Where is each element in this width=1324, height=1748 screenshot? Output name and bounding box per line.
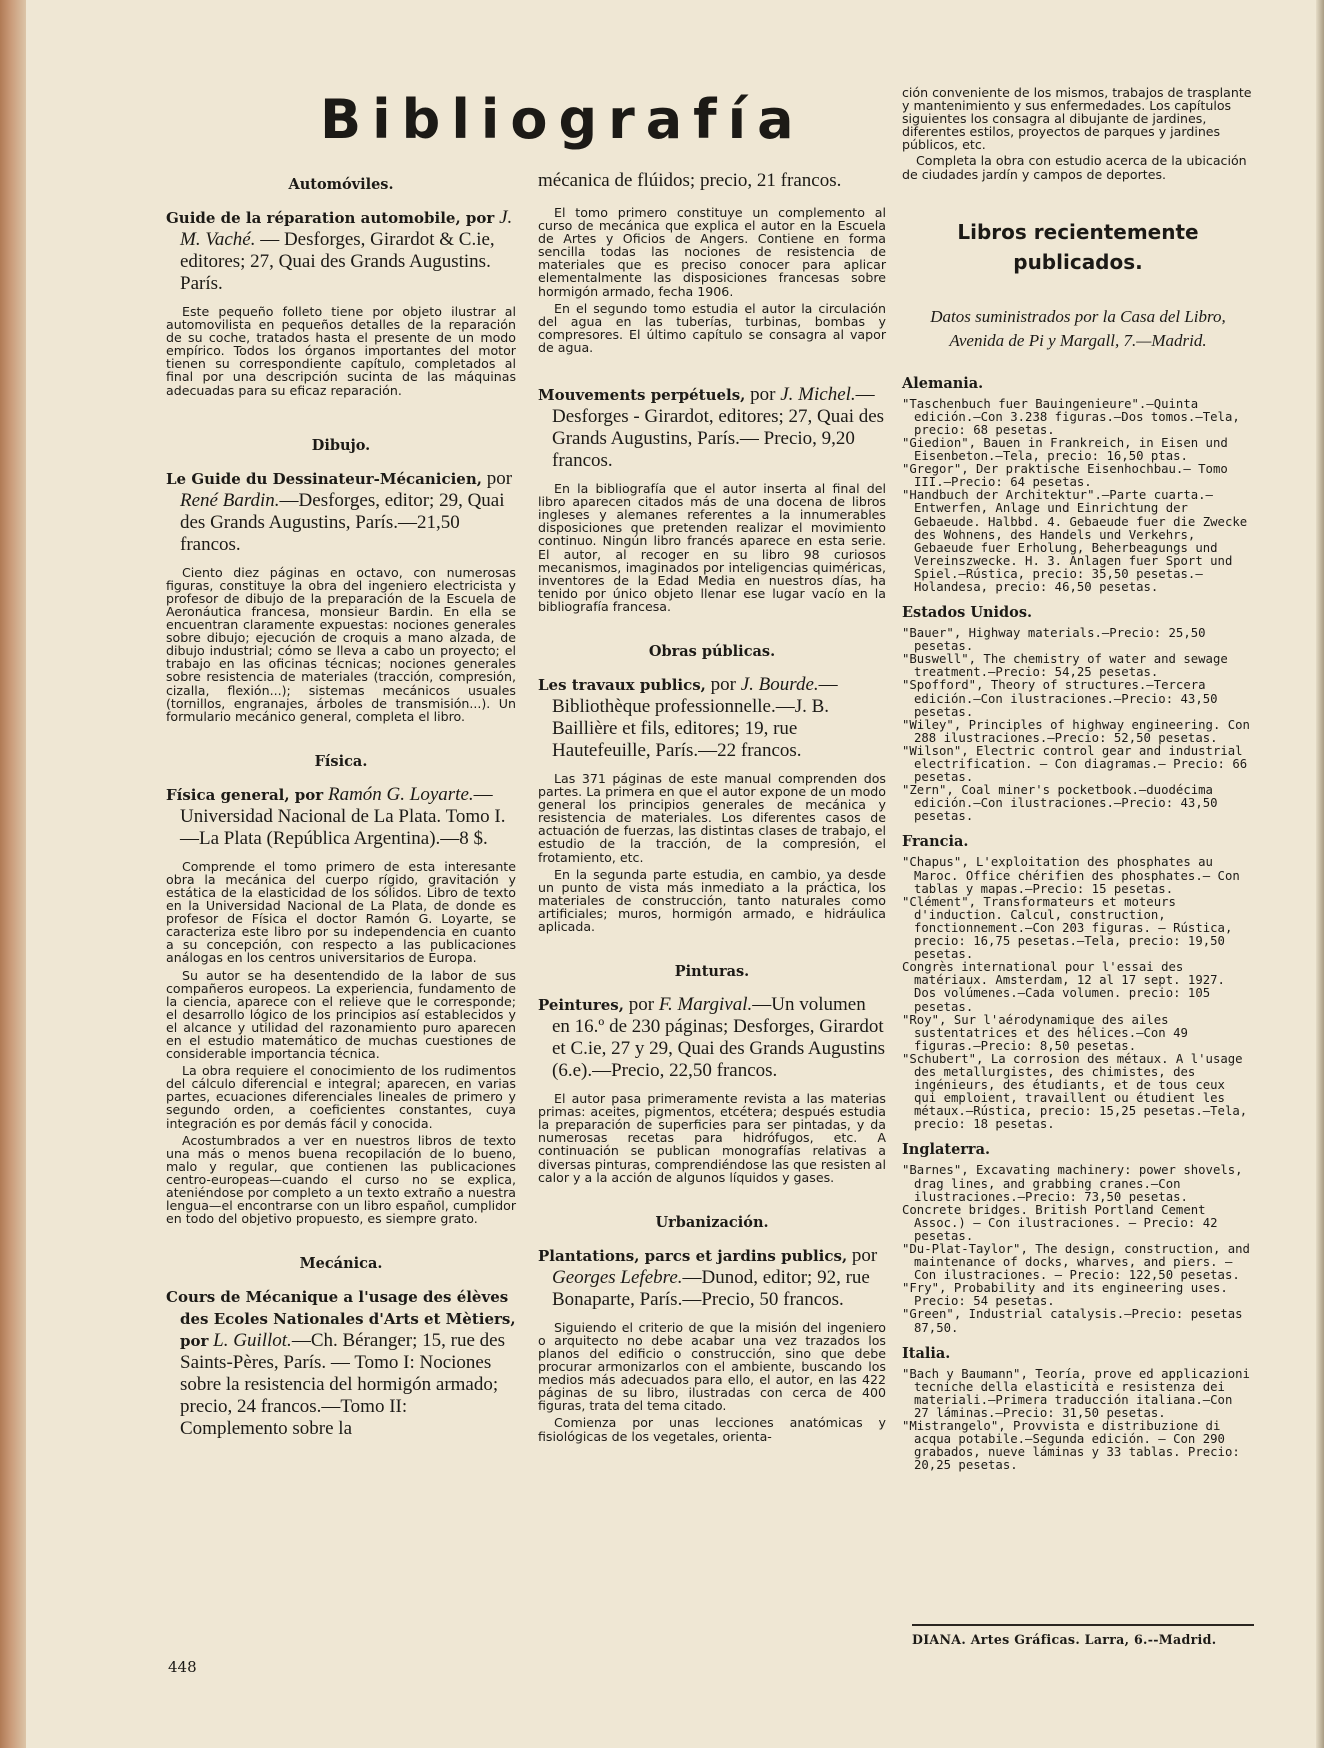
entry-review: Siguiendo el criterio de que la misión del ingeniero o arquitecto no debe acabar una vez trazados los planos del edificio o construcción, sino que debe procurar armonizarlos con el ambiente, buscando los medios más adecuados para ello, el autor, en las 422 páginas de su libro, ilustradas con cerca de 400 figuras, trata del tema citado. (538, 1319, 886, 1414)
entry-review: La obra requiere el conocimiento de los rudimentos del cálculo diferencial e integral; aparecen, en varias partes, ecuaciones diferenciales lineales de primero y segundo orden, a coeficientes constantes, cuya integración es por demás fácil y conocida. (166, 1063, 516, 1131)
entry-review: En la bibliografía que el autor inserta al final del libro aparecen citados más de una docena de libros ingleses y alemanes referentes a la innumerables disposiciones que pretenden realizar el movimiento continuo. Ningún libro francés aparece en esta serie. El autor, al recoger en su libro 98 curiosos mecanismos, imaginados por inteligencias quiméricas, inventores de la Edad Media en nuestros días, ha tenido por único objeto llenar ese lugar vacío en la bibliografía francesa. (538, 481, 886, 614)
book-listing: Concrete bridges. British Portland Cement Assoc.) — Con ilustraciones. — Precio: 42 pesetas. (902, 1202, 1218, 1243)
entry-review: El tomo primero constituye un complemento al curso de mecánica que explica el autor en la Escuela de Artes y Oficios de Angers. Contiene en forma sencilla todas las nociones de resistencia de materiales que es preciso conocer para aplicar elementalmente las disposiciones francesas sobre hormigón armado, fecha 1906. (538, 205, 886, 299)
entry-por: por (847, 1244, 878, 1266)
book-listing: "Green", Industrial catalysis.—Precio: pesetas 87,50. (902, 1307, 1243, 1335)
entry-publisher: —Un volumen en 16.º de 230 páginas; Desforges, Girardot et C.ie, 27 y 29, Quai des Grands Augustins (6.e).—Precio, 22,50 francos. (552, 994, 886, 1082)
recent-books-credit: Datos suministrados por la Casa del Libro, Avenida de Pi y Margall, 7.—Madrid. (930, 306, 1226, 350)
entry-guide-reparation (166, 207, 516, 295)
book-listing: "Fry", Probability and its engineering uses. Precio: 54 pesetas. (902, 1281, 1228, 1309)
section-heading-obras-publicas: Obras públicas. (648, 642, 776, 660)
book-list-italia (902, 1368, 1254, 1473)
book-listing: "Bauer", Highway materials.—Precio: 25,50 pesetas. (902, 626, 1206, 654)
entry-title: Les travaux publics, (538, 675, 706, 694)
footer-rule (912, 1624, 1254, 1626)
section-heading-urbanizacion: Urbanización. (655, 1213, 769, 1231)
book-list-francia (902, 856, 1254, 1131)
entry-review: En la segunda parte estudia, en cambio, ya desde un punto de vista más inmediato a la práctica, los materiales de construcción, tanto naturales como artificiales; muros, hormigón armado, e hidráulica aplicada. (538, 866, 886, 934)
entry-por: por (745, 384, 781, 406)
entry-review: Las 371 páginas de este manual comprenden dos partes. La primera en que el autor expone de un modo general los principios generales de mecánica y resistencia de materiales. Los diferentes casos de actuación de fuerzas, las distintas clases de trabajo, el estudio de la tracción, de la compresión, el frotamiento, etc. (538, 770, 886, 865)
entry-review: Acostumbrados a ver en nuestros libros de texto una más o menos buena recopilación de lo bueno, malo y regular, que contienen las publicaciones centro-europeas—cuando el curso no se explica, ateniéndose por completo a un texto extraño a nuestra lengua—el encontrarse con un libro español, cumplidor en todo del objetivo propuesto, es siempre grato. (166, 1132, 516, 1227)
book-listing: "Barnes", Excavating machinery: power shovels, drag lines, and grabbing cranes.—Con ilustraciones.—Precio: 73,50 pesetas. (902, 1163, 1243, 1204)
book-listing: "Mistrangelo", Provvista e distribuzione di acqua potabile.—Segunda edición. — Con 290 grabados, nueve láminas y 33 tablas. Precio: 20,25 pesetas. (902, 1419, 1240, 1473)
book-spine (0, 0, 26, 1748)
page-number: 448 (168, 1658, 197, 1676)
section-heading-automoviles: Automóviles. (288, 176, 394, 193)
entry-publisher: —Dunod, editor; 92, rue Bonaparte, París.—Precio, 50 francos. (552, 1266, 870, 1310)
book-listing: "Bach y Baumann", Teoría, prove ed applicazioni tecniche della elasticità e resistenza dei materiali.—Primera traducción italiana.—Con 27 láminas.—Precio: 31,50 pesetas. (902, 1366, 1250, 1420)
entry-por: por (705, 673, 741, 695)
entry-title: Le Guide du Dessinateur-Mécanicien, (166, 469, 482, 488)
recent-books-heading: Libros recientemente publicados. (957, 219, 1199, 274)
book-listing: Congrès international pour l'essai des matériaux. Amsterdam, 12 al 17 sept. 1927. Dos volúmenes.—Cada volumen. precio: 105 pesetas. (902, 960, 1225, 1014)
book-listing: "Taschenbuch fuer Bauingenieure".—Quinta edición.—Con 3.238 figuras.—Dos tomos.—Tela, precio: 68 pesetas. (902, 396, 1240, 437)
entry-fisica-general (166, 784, 516, 850)
book-listing: "Handbuch der Architektur".—Parte cuarta.—Entwerfen, Anlage und Einrichtung der Gebaeude. Halbbd. 4. Gebaeude fuer die Zwecke des Wohnens, des Handels und Verkehrs, Gebaeude fuer Erholung, Beherbeagungs und Vereinszwecke. H. 3. Anlagen fuer Sport und Spiel.—Rústica, precio: 35,50 pesetas.—Holandesa, precio: 46,50 pesetas. (902, 488, 1248, 594)
entry-review: Ciento diez páginas en octavo, con numerosas figuras, constituye la obra del ingeniero electricista y profesor de dibujo de la preparación de la Escuela de Aeronáutica francesa, monsieur Bardin. En ella se encuentran claramente expuestas: nociones generales sobre dibujo; ejecución de croquis a mano alzada, de dibujo industrial; cómo se lleva a cabo un proyecto; el trabajo en las oficinas técnicas; nociones generales sobre resistencia de materiales (tracción, compresión, cizalla, flexión...); sistemas mecánicos usuales (tornillos, engranajes, árboles de transmisión...). Un formulario mecánico general, completa el libro. (166, 564, 516, 724)
entry-continuation: mécanica de flúidos; precio, 21 francos. (538, 170, 842, 191)
entry-review: Su autor se ha desentendido de la labor de sus compañeros europeos. La experiencia, fundamento de la ciencia, aparece con el relieve que le corresponde; el desarrollo lógico de los principios así establecidos y el alcance y utilidad del razonamiento puro aparecen en el estudio matemático de muchas cuestiones de considerable importancia técnica. (166, 967, 516, 1062)
entry-title: Guide de la réparation automobile, por (166, 209, 495, 227)
entry-publisher: — Desforges - Girardot, editores; 27, Quai des Grands Augustins, París.— Precio, 9,20 francos. (552, 384, 885, 472)
entry-author: Ramón G. Loyarte. (327, 783, 474, 805)
country-heading-francia: Francia. (902, 833, 969, 851)
book-listing: "Chapus", L'exploitation des phosphates au Maroc. Office chérifien des phosphates.— Con tablas y mapas.—Precio: 15 pesetas. (902, 855, 1240, 896)
book-list-estados-unidos (902, 627, 1254, 823)
entry-title: Peintures, (538, 996, 624, 1015)
section-heading-pinturas: Pinturas. (674, 963, 750, 981)
entry-publisher: — Universidad Nacional de La Plata. Tomo I.—La Plata (República Argentina).—8 $. (180, 783, 506, 849)
book-listing: "Buswell", The chemistry of water and sewage treatment.—Precio: 54,25 pesetas. (902, 652, 1228, 680)
entry-review: En el segundo tomo estudia el autor la circulación del agua en las tuberías, turbinas, bombas y compresores. El último capítulo se consagra al vapor de agua. (538, 300, 886, 355)
entry-author: J. Michel. (780, 384, 856, 406)
book-listing: "Roy", Sur l'aérodynamique des ailes sustentatrices et des hélices.—Con 49 figuras.—Precio: 8,50 pesetas. (902, 1012, 1188, 1053)
book-list-inglaterra (902, 1164, 1254, 1334)
entry-author: Georges Lefebre. (552, 1266, 683, 1288)
entry-publisher: —Desforges, editor; 29, Quai des Grands Augustins, París.—21,50 francos. (180, 489, 505, 555)
entry-author: J. M. Vaché. (180, 207, 513, 250)
entry-review: Comprende el tomo primero de esta interesante obra la mecánica del cuerpo rígido, gravitación y estática de la elasticidad de los sólidos. Libro de texto en la Universidad Nacional de La Plata, de donde es profesor de Física el doctor Ramón G. Loyarte, se caracteriza este libro por su independencia en cuanto a su concepción, con respecto a las publicaciones análogas en los centros universitarios de Europa. (166, 858, 516, 966)
entry-mouvements-perpetuels (538, 384, 886, 472)
book-listing: "Clément", Transformateurs et moteurs d'induction. Calcul, construction, fonctionnement.—Con 203 figuras. — Rústica, precio: 16,75 pesetas.—Tela, precio: 19,50 pesetas. (902, 894, 1233, 962)
section-heading-dibujo: Dibujo. (311, 436, 371, 454)
book-listing: "Spofford", Theory of structures.—Tercera edición.—Con ilustraciones.—Precio: 43,50 pesetas. (902, 678, 1218, 719)
book-listing: "Schubert", La corrosion des métaux. A l'usage des metallurgistes, des chimistes, des ingénieurs, des étudiants, et de tous ceux qui emploient, travaillent ou étudient les métaux.—Rústica, precio: 15,25 pesetas.—Tela, precio: 18 pesetas. (902, 1051, 1248, 1132)
book-listing: "Giedion", Bauen in Frankreich, in Eisen und Eisenbeton.—Tela, precio: 16,50 ptas. (902, 435, 1228, 464)
entry-author: L. Guillot. (213, 1330, 292, 1352)
country-heading-inglaterra: Inglaterra. (902, 1141, 991, 1159)
entry-title: Plantations, parcs et jardins publics, (538, 1246, 848, 1265)
section-heading-mecanica: Mecánica. (299, 1255, 383, 1273)
page-edge (1316, 0, 1324, 1748)
column-middle (538, 170, 886, 1447)
entry-author: J. Bourde. (740, 673, 819, 695)
entry-title: Cours de Mécanique a l'usage des élèves des Ecoles Nationales d'Arts et Mètiers, por (166, 1288, 516, 1351)
entry-publisher: —Ch. Béranger; 15, rue des Saints-Pères, París. — Tomo I: Nociones sobre la resistencia del hormigón armado; precio, 24 francos.—Tomo II: Complemento sobre la (180, 1330, 505, 1440)
book-listing: "Wiley", Principles of highway engineering. Con 288 ilustraciones.—Precio: 52,50 pesetas. (902, 717, 1250, 745)
book-listing: "Wilson", Electric control gear and industrial electrification. — Con diagramas.— Precio: 66 pesetas. (902, 743, 1248, 785)
entry-publisher: — Bibliothèque professionnelle.—J. B. Baillière et fils, editores; 19, rue Hautefeuille, París.—22 francos. (552, 673, 838, 761)
entry-review: Este pequeño folleto tiene por objeto ilustrar al automovilista en pequeños detalles de la reparación de su coche, tratados hasta el presente de un modo empírico. Todos los órganos importantes del motor tienen su correspondiente capítulo, completados al final por una descripción sucinta de las máquinas adecuadas para su eficaz reparación. (166, 304, 516, 398)
entry-publisher: — Desforges, Girardot & C.ie, editores; 27, Quai des Grands Augustins. París. (180, 229, 495, 294)
entry-travaux-publics (538, 674, 886, 762)
entry-cours-mecanique (166, 1286, 516, 1440)
entry-plantations (538, 1245, 886, 1311)
country-heading-estados-unidos: Estados Unidos. (902, 604, 1033, 622)
entry-por: por (623, 994, 659, 1016)
entry-title: Física general, por (166, 785, 324, 804)
entry-author: René Bardin. (180, 489, 280, 511)
column-left (166, 168, 516, 1450)
page-title: Bibliografía (320, 88, 805, 151)
entry-review: El autor pasa primeramente revista a las materias primas: aceites, pigmentos, etcétera; después estudia la preparación de superficies para ser pintadas, y da numerosas recetas para hidrófugos, etc. A continuación se publican monografías relativas a diversas pinturas, comprendiéndose las que resisten al calor y a la acción de algunos líquidos y gases. (538, 1091, 886, 1185)
entry-review: Comienza por unas lecciones anatómicas y fisiológicas de los vegetales, orienta- (538, 1415, 886, 1444)
section-heading-fisica: Física. (314, 752, 368, 770)
entry-por: por (486, 467, 513, 489)
book-listing: "Du-Plat-Taylor", The design, construction, and maintenance of docks, wharves, and piers. — Con ilustraciones. — Precio: 122,50 pesetas. (902, 1242, 1250, 1283)
book-listing: "Gregor", Der praktische Eisenhochbau.— Tomo III.—Precio: 64 pesetas. (902, 462, 1228, 490)
entry-review: Completa la obra con estudio acerca de la ubicación de ciudades jardín y campos de deportes. (902, 153, 1247, 182)
book-list-alemania (902, 398, 1254, 594)
printer-imprint: DIANA. Artes Gráficas. Larra, 6.--Madrid. (912, 1632, 1217, 1647)
entry-peintures (538, 994, 886, 1082)
entry-author: F. Margival. (658, 994, 753, 1016)
entry-review: ción conveniente de los mismos, trabajos de trasplante y mantenimiento y sus enfermedades. Los capítulos siguientes los consagra al dibujante de jardines, diferentes estilos, proyectos de parques y jardines públicos, etc. (902, 85, 1252, 153)
entry-title: Mouvements perpétuels, (538, 386, 746, 405)
entry-guide-dessinateur (166, 468, 516, 556)
country-heading-alemania: Alemania. (902, 374, 984, 392)
book-listing: "Zern", Coal miner's pocketbook.—duodécima edición.—Con ilustraciones.—Precio: 43,50 pesetas. (902, 783, 1218, 824)
column-right (902, 86, 1254, 1472)
country-heading-italia: Italia. (902, 1344, 951, 1362)
